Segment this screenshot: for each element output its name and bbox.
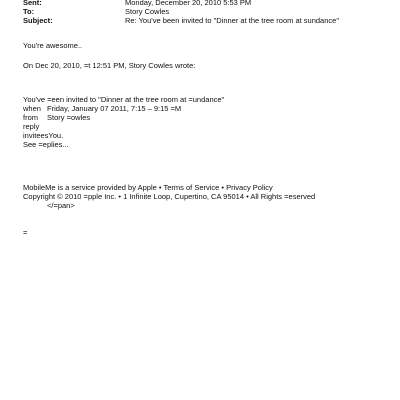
from-value: Story =owles [47, 113, 91, 122]
subject-row [23, 16, 393, 25]
footer-span-residue: </=pan> [47, 201, 75, 210]
to-label: To: [23, 7, 35, 16]
reply-link[interactable]: reply [23, 122, 40, 131]
sent-value: Monday, December 20, 2010 5:53 PM [125, 0, 252, 7]
to-value: Story Cowles [125, 7, 170, 16]
when-row [23, 104, 224, 113]
mobileme-footer [23, 183, 315, 237]
email-header [23, 0, 393, 25]
to-row [23, 7, 393, 16]
when-label: when [23, 104, 41, 113]
sent-label: Sent: [23, 0, 42, 7]
see-replies-link[interactable]: See =eplies... [23, 140, 69, 149]
quote-intro: On Dec 20, 2010, =t 12:51 PM, Story Cowles wrote: [23, 61, 196, 70]
footer-service-line: MobileMe is a service provided by Apple • Terms of Service • Privacy Policy [23, 183, 273, 192]
greeting-text: You're awesome.. [23, 41, 83, 50]
from-label: from [23, 113, 38, 122]
when-value: Friday, January 07 2011, 7:15 – 9:15 =M [47, 104, 182, 113]
sent-row [23, 0, 393, 7]
footer-equals-residue: = [23, 228, 28, 237]
invitees-line: inviteesYou. [23, 131, 64, 140]
subject-value: Re: You've been invited to "Dinner at the tree room at sundance" [125, 16, 339, 25]
subject-label: Subject: [23, 16, 53, 25]
footer-copyright-line: Copyright © 2010 =pple Inc. • 1 Infinite Loop, Cupertino, CA 95014 • All Rights =eserved [23, 192, 316, 201]
quoted-invitation [23, 95, 224, 149]
from-row [23, 113, 224, 122]
invite-line: You've =een invited to "Dinner at the tree room at =undance" [23, 95, 225, 104]
